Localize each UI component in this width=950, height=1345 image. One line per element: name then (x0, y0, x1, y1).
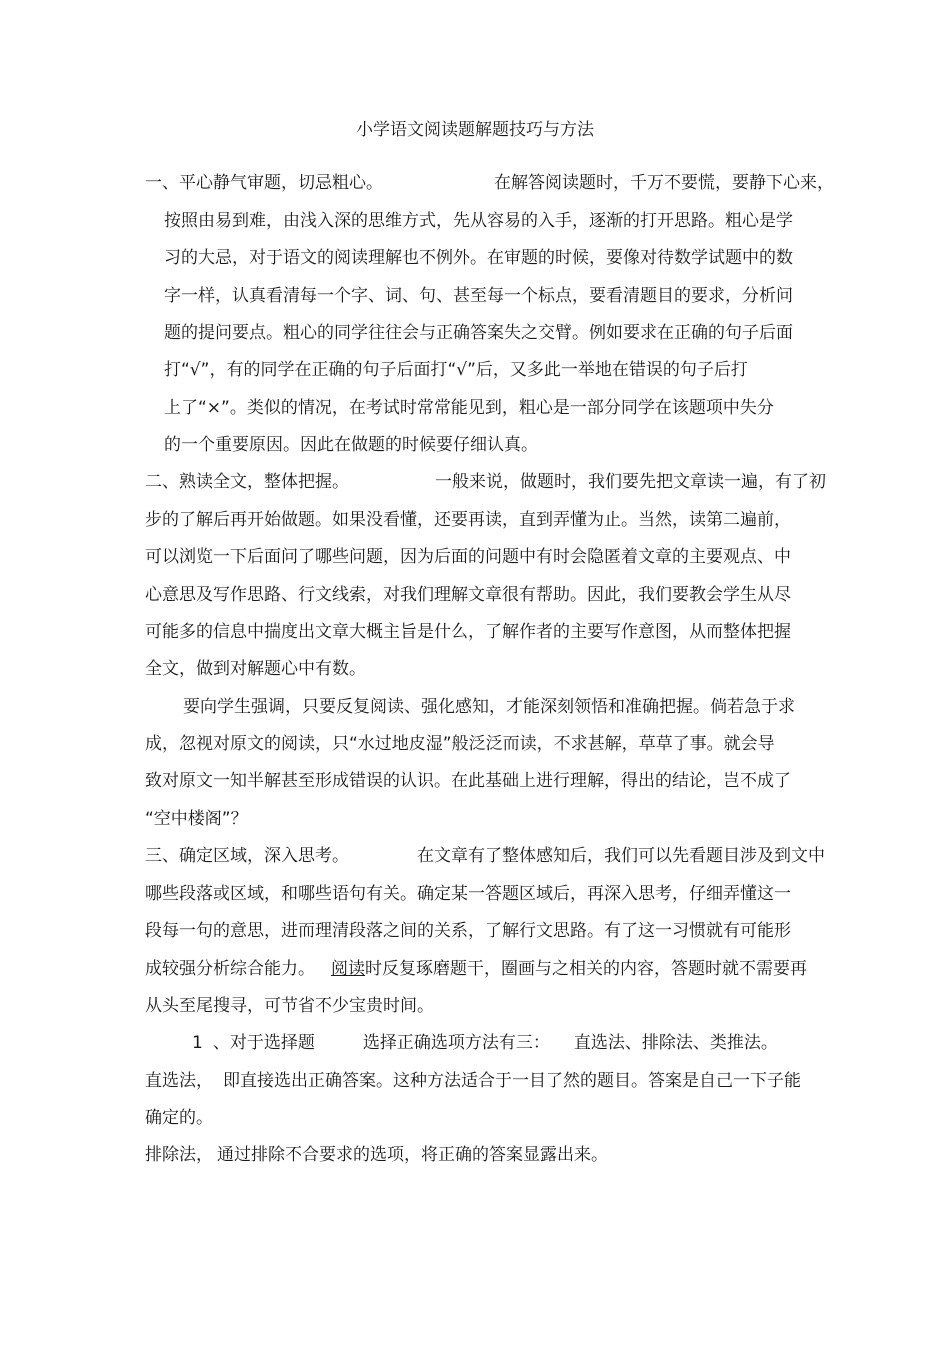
section3-text: 在文章有了整体感知后，我们可以先看题目涉及到文中 (417, 846, 825, 866)
section2-para2-line-3: 致对原文一知半解甚至形成错误的认识。在此基础上进行理解，得出的结论，岂不成了 (145, 771, 791, 791)
section1-line-6: 打“√”，有的同学在正确的句子后面打“√”后，又多此一举地在错误的句子后打 (164, 360, 748, 380)
section1-line-7: 上了“×”。类似的情况，在考试时常常能见到，粗心是一部分同学在该题项中失分 (164, 398, 774, 418)
section2-line-2: 步的了解后再开始做题。如果没看懂，还要再读，直到弄懂为止。当然，读第二遍前， (145, 510, 791, 530)
section2-line-5: 可能多的信息中揣度出文章大概主旨是什么，了解作者的主要写作意图，从而整体把握 (145, 622, 791, 642)
section2-line-4: 心意思及写作思路、行文线索，对我们理解文章很有帮助。因此，我们要教会学生从尽 (145, 585, 791, 605)
item1-line (192, 1031, 778, 1055)
exclude-method-line (145, 1143, 608, 1167)
section3-line-1 (145, 844, 825, 868)
document-title: 小学语文阅读题解题技巧与方法 (356, 120, 594, 140)
section1-line-5: 题的提问要点。粗心的同学往往会与正确答案失之交臂。例如要求在正确的句子后面 (164, 323, 793, 343)
section2-para2-line-1: 要向学生强调，只要反复阅读、强化感知，才能深刻领悟和准确把握。倘若急于求 (183, 697, 795, 717)
section3-line-2: 哪些段落或区域，和哪些语句有关。确定某一答题区域后，再深入思考，仔细弄懂这一 (145, 884, 791, 904)
section2-line-6: 全文，做到对解题心中有数。 (145, 659, 366, 679)
section3-heading: 三、确定区域，深入思考。 (145, 846, 349, 866)
section3-line-5: 从头至尾搜寻，可节省不少宝贵时间。 (145, 996, 434, 1016)
section2-line-3: 可以浏览一下后面问了哪些问题，因为后面的问题中有时会隐匿着文章的主要观点、中 (145, 547, 791, 567)
section2-line-1 (145, 470, 826, 494)
direct-method-text: 即直接选出正确答案。这种方法适合于一目了然的题目。答案是自己一下子能 (223, 1071, 801, 1091)
section1-line-3: 习的大忌，对于语文的阅读理解也不例外。在审题的时候，要像对待数学试题中的数 (164, 248, 793, 268)
section1-line-4: 字一样，认真看清每一个字、词、句、甚至每一个标点，要看清题目的要求，分析问 (164, 286, 793, 306)
section1-heading: 一、平心静气审题，切忌粗心。 (145, 173, 383, 193)
item1-number: 1 (192, 1033, 203, 1053)
exclude-method-text: 通过排除不合要求的选项，将正确的答案显露出来。 (217, 1145, 608, 1165)
item1-methods-intro: 选择正确选项方法有三： (362, 1033, 550, 1053)
direct-method-line-2: 确定的。 (145, 1108, 213, 1128)
section3-line4-pre: 成较强分析综合能力。 (145, 959, 315, 979)
section1-line-1 (145, 171, 834, 195)
section1-line-8: 的一个重要原因。因此在做题的时候要仔细认真。 (164, 435, 538, 455)
section1-text: 在解答阅读题时，千万不要慌，要静下心来， (494, 173, 834, 193)
section2-para2-line-2: 成，忽视对原文的阅读，只“水过地皮湿”般泛泛而读，不求甚解，草草了事。就会导 (145, 734, 775, 754)
item1-label: 、对于选择题 (212, 1033, 315, 1053)
section2-text: 一般来说，做题时，我们要先把文章读一遍，有了初 (435, 472, 826, 492)
section3-line-3: 段每一句的意思，进而理清段落之间的关系，了解行文思路。有了这一习惯就有可能形 (145, 921, 791, 941)
section2-para2-line-4: “空中楼阁”？ (145, 809, 248, 829)
section1-line-2: 按照由易到难，由浅入深的思维方式，先从容易的入手，逐渐的打开思路。粗心是学 (164, 211, 793, 231)
section3-line-4b (145, 957, 807, 981)
direct-method-term: 直选法， (145, 1071, 213, 1091)
section3-line4-post: 时反复琢磨题干，圈画与之相关的内容，答题时就不需要再 (365, 959, 807, 979)
exclude-method-term: 排除法， (145, 1145, 213, 1165)
reading-link[interactable]: 阅读 (331, 959, 365, 979)
item1-methods: 直选法、排除法、类推法。 (573, 1033, 778, 1053)
direct-method-line-1 (145, 1069, 801, 1093)
section2-heading: 二、熟读全文，整体把握。 (145, 472, 349, 492)
